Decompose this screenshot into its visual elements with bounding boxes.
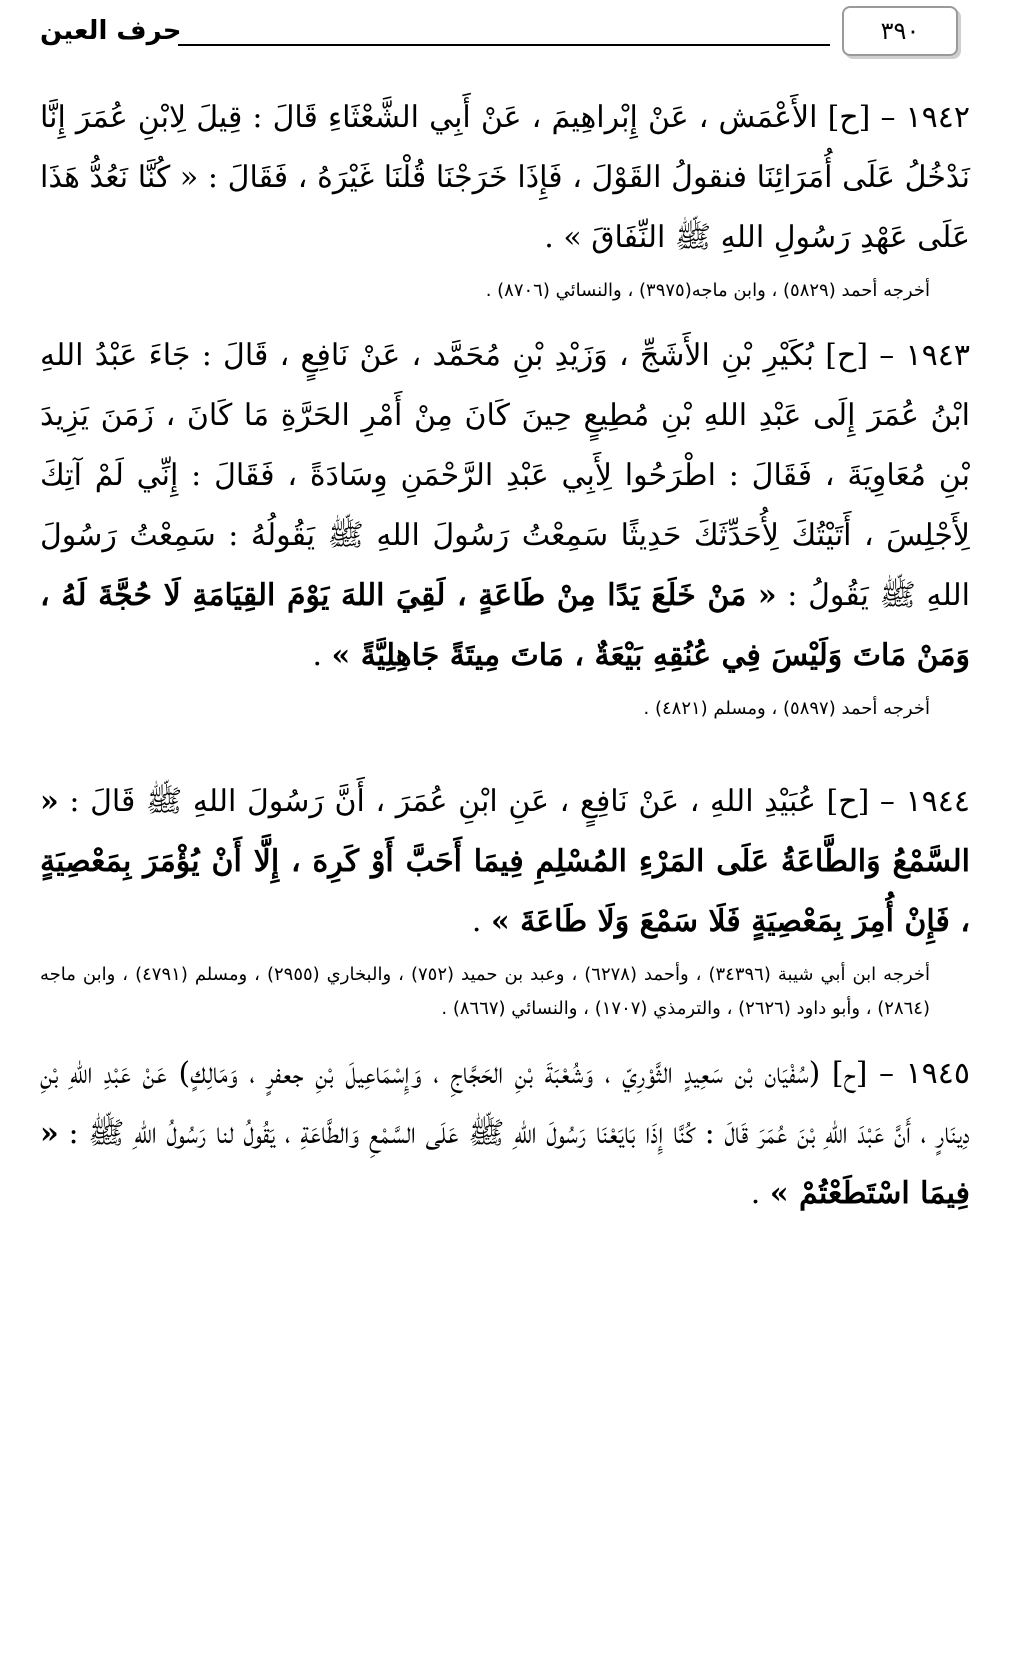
hadith-number: ١٩٤٢ – [ح] [827, 100, 970, 135]
hadith-text: الأَعْمَش ، عَنْ إِبْراهِيمَ ، عَنْ أَبِي الشَّعْثَاءِ قَالَ : قِيلَ لِابْنِ عُمَرَ إِنَّا نَدْخُلُ عَلَى أُمَرَائِنَا فنقولُ القَوْلَ ، فَإِذَا خَرَجْنَا قُلْنَا غَيْرَهُ ، فَقَالَ : « كُنَّا نَعُدُّ هَذَا عَلَى عَهْدِ رَسُولِ اللهِ ﷺ النِّفَاقَ » . [40, 100, 970, 255]
hadith-number: ١٩٤٤ – [ح] [826, 784, 970, 819]
takhrij-note: أخرجه أحمد (٥٨٩٧) ، ومسلم (٤٨٢١) . [643, 698, 930, 719]
takhrij-note: أخرجه أحمد (٥٨٢٩) ، وابن ماجه(٣٩٧٥) ، والنسائي (٨٧٠٦) . [485, 280, 930, 301]
hadith-matn: « السَّمْعُ وَالطَّاعَةُ عَلَى المَرْءِ المُسْلِمِ فِيمَا أَحَبَّ أَوْ كَرِهَ ، إِلَّا أَنْ يُؤْمَرَ بِمَعْصِيَةٍ ، فَإِنْ أُمِرَ بِمَعْصِيَةٍ فَلَا سَمْعَ وَلَا طَاعَةَ » [40, 784, 970, 939]
header-rule [178, 44, 830, 46]
hadith-tail: . [312, 638, 332, 673]
spacer [40, 744, 970, 772]
hadith-1942 [40, 88, 970, 268]
hadith-1944 [40, 772, 970, 952]
hadith-matn: « مَنْ خَلَعَ يَدًا مِنْ طَاعَةٍ ، لَقِيَ اللهَ يَوْمَ القِيَامَةِ لَا حُجَّةَ لَهُ ، وَمَنْ مَاتَ وَلَيْسَ فِي عُنُقِهِ بَيْعَةٌ ، مَاتَ مِيتَةً جَاهِلِيَّةً » [40, 578, 970, 673]
page-header [0, 0, 1010, 60]
hadith-number: ١٩٤٣ – [ح] [825, 338, 970, 373]
hadith-matn: « فِيمَا اسْتَطَعْتُمْ » [40, 1116, 970, 1211]
page-number: ٣٩٠ [842, 6, 958, 56]
hadith-tail: . [750, 1176, 770, 1211]
chapter-title: حرف العين [40, 16, 182, 46]
page-body [40, 88, 970, 1224]
takhrij-note: أخرجه ابن أبي شيبة (٣٤٣٩٦) ، وأحمد (٦٢٧٨) ، وعبد بن حميد (٧٥٢) ، والبخاري (٢٩٥٥) ، ومسلم (٤٧٩١) ، وابن ماجه (٢٨٦٤) ، وأبو داود (٢٦٢٦) ، والترمذي (١٧٠٧) ، والنسائي (٨٦٦٧) . [40, 964, 931, 1019]
hadith-text: بُكَيْرِ بْنِ الأَشَجِّ ، وَزَيْدِ بْنِ مُحَمَّد ، عَنْ نَافِعٍ ، قَالَ : جَاءَ عَبْدُ اللهِ ابْنُ عُمَرَ إِلَى عَبْدِ اللهِ بْنِ مُطِيعٍ حِينَ كَانَ مِنْ أَمْرِ الحَرَّةِ مَا كَانَ ، زَمَنَ يَزِيدَ بْنِ مُعَاوِيَةَ ، فَقَالَ : اطْرَحُوا لِأَبِي عَبْدِ الرَّحْمَنِ وِسَادَةً ، فَقَالَ : إِنِّي لَمْ آتِكَ لِأَجْلِسَ ، أَتَيْتُكَ لِأُحَدِّثَكَ حَدِيثًا سَمِعْتُ رَسُولَ اللهِ ﷺ يَقُولُهُ : سَمِعْتُ رَسُولَ اللهِ ﷺ يَقُولُ : [40, 338, 970, 613]
hadith-text: عُبَيْدِ اللهِ ، عَنْ نَافِعٍ ، عَنِ ابْنِ عُمَرَ ، أَنَّ رَسُولَ اللهِ ﷺ قَالَ : [58, 784, 827, 819]
hadith-1943 [40, 326, 970, 686]
hadith-tail: . [471, 904, 491, 939]
hadith-text: (سُفْيَان بْن سَعِيدٍ الثَّوْرِيّ ، وَشُعْبَةَ بْنِ الحَجَّاجِ ، وَإِسْمَاعِيلَ بْنِ جعفرٍ ، وَمَالِكٍ) عَنْ عَبْدِ اللهِ بْنِ دِينَارٍ ، أَنَّ عَبْدَ اللهِ بْنَ عُمَرَ قَالَ : كُنَّا إِذَا بَايَعْنَا رَسُولَ اللهِ ﷺ عَلَى السَّمْعِ وَالطَّاعَةِ ، يَقُولُ لنا رَسُولُ اللهِ ﷺ : [40, 1056, 970, 1151]
hadith-number: ١٩٤٥ – [ح] [831, 1056, 971, 1091]
hadith-1945 [40, 1044, 970, 1224]
